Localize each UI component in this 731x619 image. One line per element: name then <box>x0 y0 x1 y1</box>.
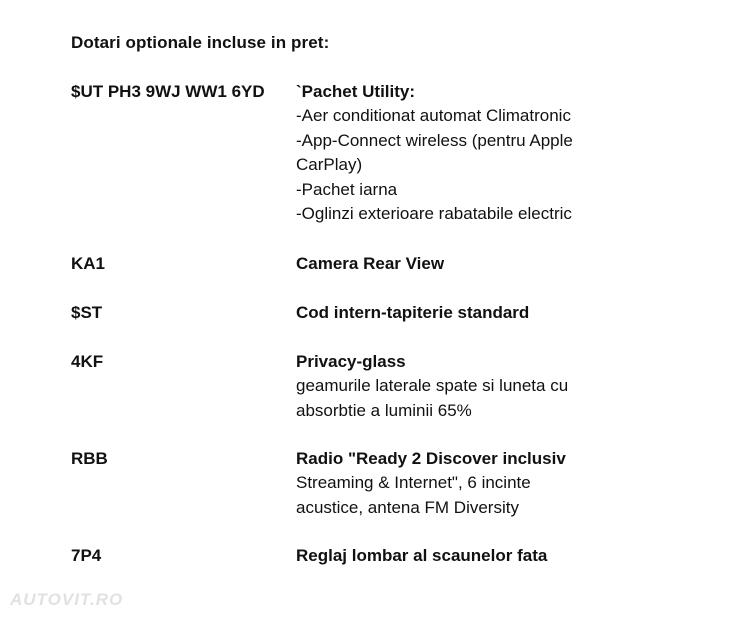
option-title: Camera Rear View <box>296 254 445 273</box>
option-detail-line: acustice, antena FM Diversity <box>296 497 519 517</box>
option-description <box>296 544 626 568</box>
option-title: Cod intern-tapiterie standard <box>296 303 530 322</box>
option-description <box>296 80 626 226</box>
option-title: Reglaj lombar al scaunelor fata <box>296 546 548 565</box>
option-description <box>296 252 626 276</box>
option-code: 7P4 <box>71 546 102 565</box>
option-detail-line: CarPlay) <box>296 155 363 175</box>
option-detail-line: absorbtie a luminii 65% <box>296 400 472 420</box>
document-heading: Dotari optionale incluse in pret: <box>71 33 330 52</box>
option-description <box>296 301 626 325</box>
option-code: $ST <box>71 303 103 322</box>
option-detail-line: -Oglinzi exterioare rabatabile electric <box>296 204 572 224</box>
option-detail-line: geamurile laterale spate si luneta cu <box>296 376 569 396</box>
watermark: AUTOVIT.RO <box>10 590 124 609</box>
option-code: RBB <box>71 449 108 468</box>
option-title: Privacy-glass <box>296 352 406 371</box>
option-detail-line: -Aer conditionat automat Climatronic <box>296 106 571 126</box>
option-code: $UT PH3 9WJ WW1 6YD <box>71 82 265 101</box>
option-detail-line: Streaming & Internet", 6 incinte <box>296 473 531 493</box>
option-title: `Pachet Utility: <box>296 82 416 101</box>
option-code: 4KF <box>71 352 104 371</box>
option-description <box>296 447 626 520</box>
option-code: KA1 <box>71 254 106 273</box>
option-description <box>296 350 626 423</box>
option-detail-line: -Pachet iarna <box>296 179 398 199</box>
option-title: Radio "Ready 2 Discover inclusiv <box>296 449 566 468</box>
option-detail-line: -App-Connect wireless (pentru Apple <box>296 130 573 150</box>
